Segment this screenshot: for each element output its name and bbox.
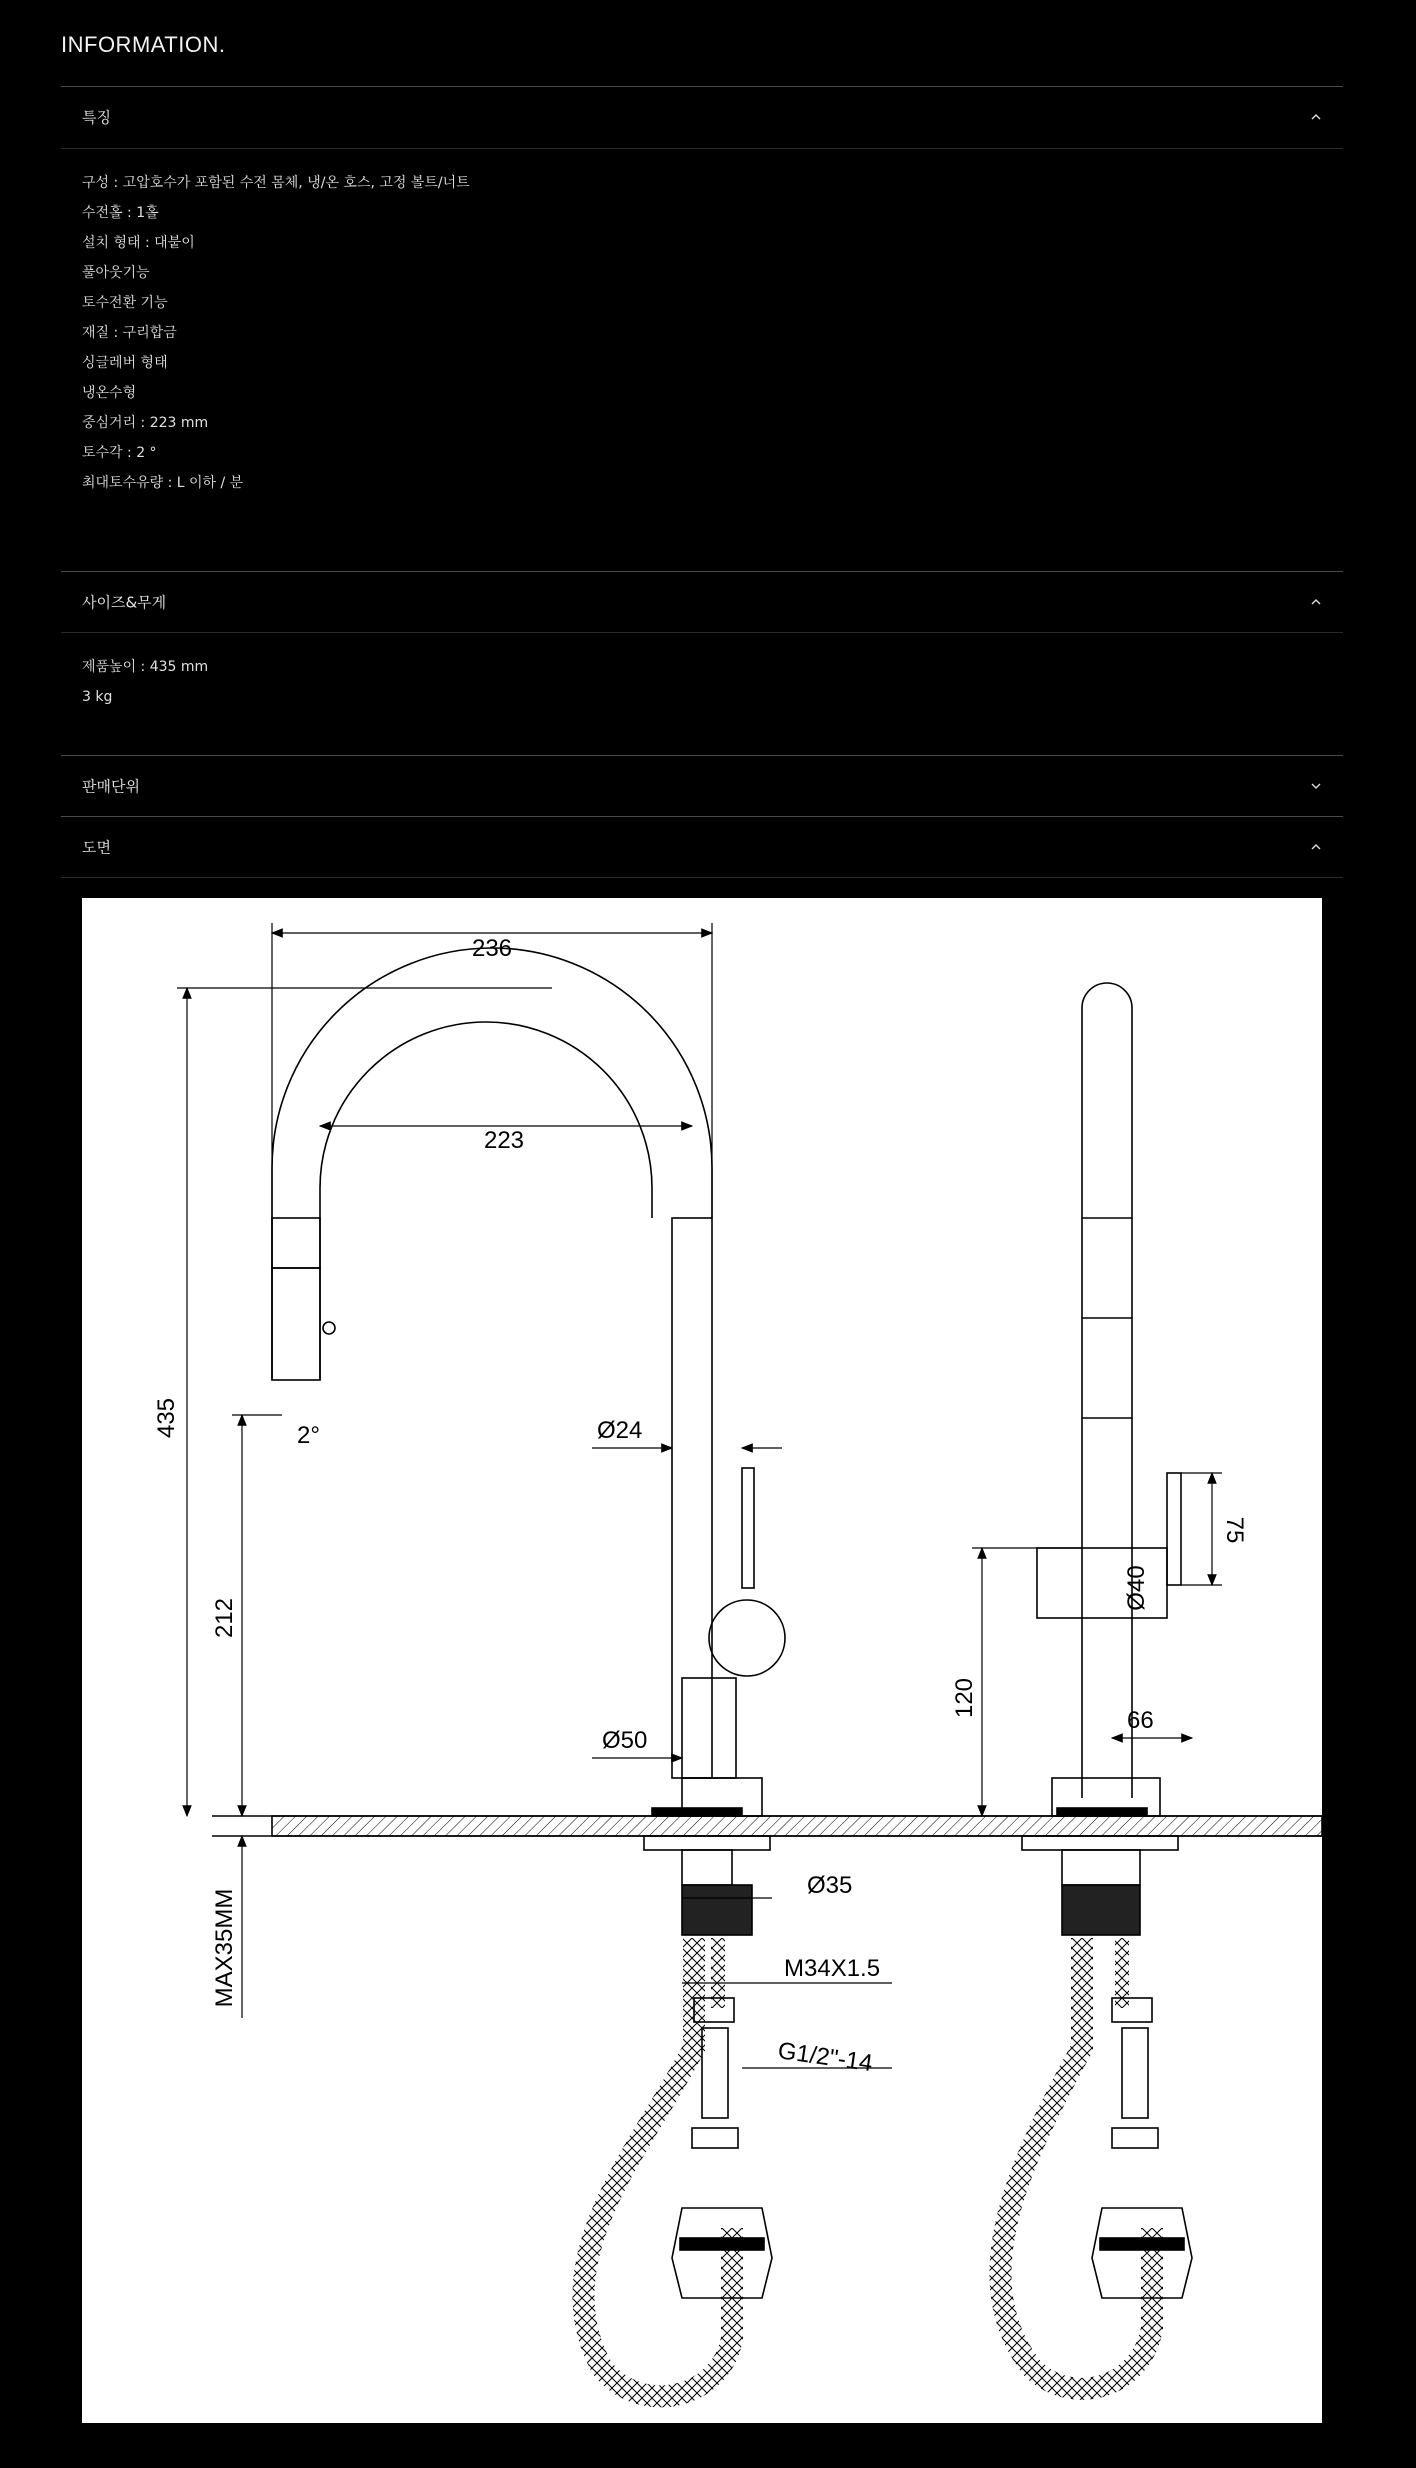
list-item: 냉온수형	[82, 385, 137, 401]
list-item: 중심거리 : 223 mm	[82, 415, 209, 431]
divider	[61, 632, 1343, 633]
accordion-header-drawing[interactable]	[61, 818, 1343, 876]
list-item: 풀아웃기능	[82, 265, 150, 281]
chevron-down-icon	[1309, 781, 1323, 791]
divider	[61, 816, 1343, 817]
dim-base-dia: Ø50	[602, 1727, 648, 1754]
size-weight-list	[82, 652, 208, 712]
dim-hose-thread: G1/2"-14	[776, 2037, 875, 2078]
list-item: 최대토수유량 : L 이하 / 분	[82, 475, 244, 491]
chevron-up-icon	[1309, 597, 1323, 607]
lever	[742, 1468, 754, 1588]
list-item: 싱글레버 형태	[82, 355, 168, 371]
accordion-header-size-weight[interactable]	[61, 573, 1343, 631]
page-title: INFORMATION.	[61, 32, 226, 57]
divider	[61, 877, 1343, 878]
dim-max-thickness: MAX35MM	[211, 1888, 238, 2008]
spout-outer	[272, 948, 712, 1380]
list-item: 구성 : 고압호수가 포함된 수전 몸체, 냉/온 호스, 고정 볼트/너트	[82, 175, 470, 191]
countertop	[272, 1816, 1322, 1836]
list-item: 3 kg	[82, 689, 113, 705]
dim-width-top: 236	[471, 935, 513, 962]
features-list	[82, 168, 470, 498]
faucet-drawing-svg	[82, 898, 1322, 2423]
dim-lever-reach: 66	[1127, 1707, 1154, 1734]
dim-lever-len: 75	[1221, 1516, 1248, 1544]
lever-knob	[709, 1600, 785, 1676]
side-lever	[1167, 1473, 1181, 1585]
pullout-head	[272, 1218, 320, 1268]
divider	[61, 148, 1343, 149]
list-item: 토수전환 기능	[82, 295, 168, 311]
divider	[61, 755, 1343, 756]
accordion-header-features[interactable]	[61, 88, 1343, 146]
divider	[61, 86, 1343, 87]
list-item: 수전홀 : 1홀	[82, 205, 159, 221]
accordion-label-sales-unit: 판매단위	[82, 777, 140, 796]
side-body	[1082, 983, 1132, 1798]
accordion-label-features: 특징	[82, 108, 111, 127]
technical-drawing	[82, 898, 1322, 2423]
divider	[61, 571, 1343, 572]
dim-center-distance: 223	[483, 1127, 525, 1154]
chevron-up-icon	[1309, 112, 1323, 122]
chevron-up-icon	[1309, 842, 1323, 852]
list-item: 제품높이 : 435 mm	[82, 659, 209, 675]
accordion-header-sales-unit[interactable]	[61, 757, 1343, 815]
faucet-body	[672, 1218, 712, 1778]
hose	[583, 1938, 732, 2396]
dim-spout-dia: Ø24	[597, 1417, 643, 1444]
dim-thread: M34X1.5	[784, 1955, 881, 1982]
accordion-label-drawing: 도면	[82, 838, 111, 857]
dim-handle-height: 212	[211, 1597, 238, 1639]
list-item: 설치 형태 : 대붙이	[82, 235, 195, 251]
dim-side-height: 120	[951, 1677, 978, 1719]
dim-height: 435	[153, 1397, 180, 1439]
accordion-label-size-weight: 사이즈&무게	[82, 593, 167, 612]
list-item: 토수각 : 2 °	[82, 445, 157, 461]
dim-lever-dia: Ø40	[1123, 1565, 1150, 1611]
spout-inner	[320, 1022, 652, 1380]
dim-spout-angle: 2°	[297, 1422, 320, 1449]
dim-shank-dia: Ø35	[807, 1872, 853, 1899]
list-item: 재질 : 구리합금	[82, 325, 177, 341]
